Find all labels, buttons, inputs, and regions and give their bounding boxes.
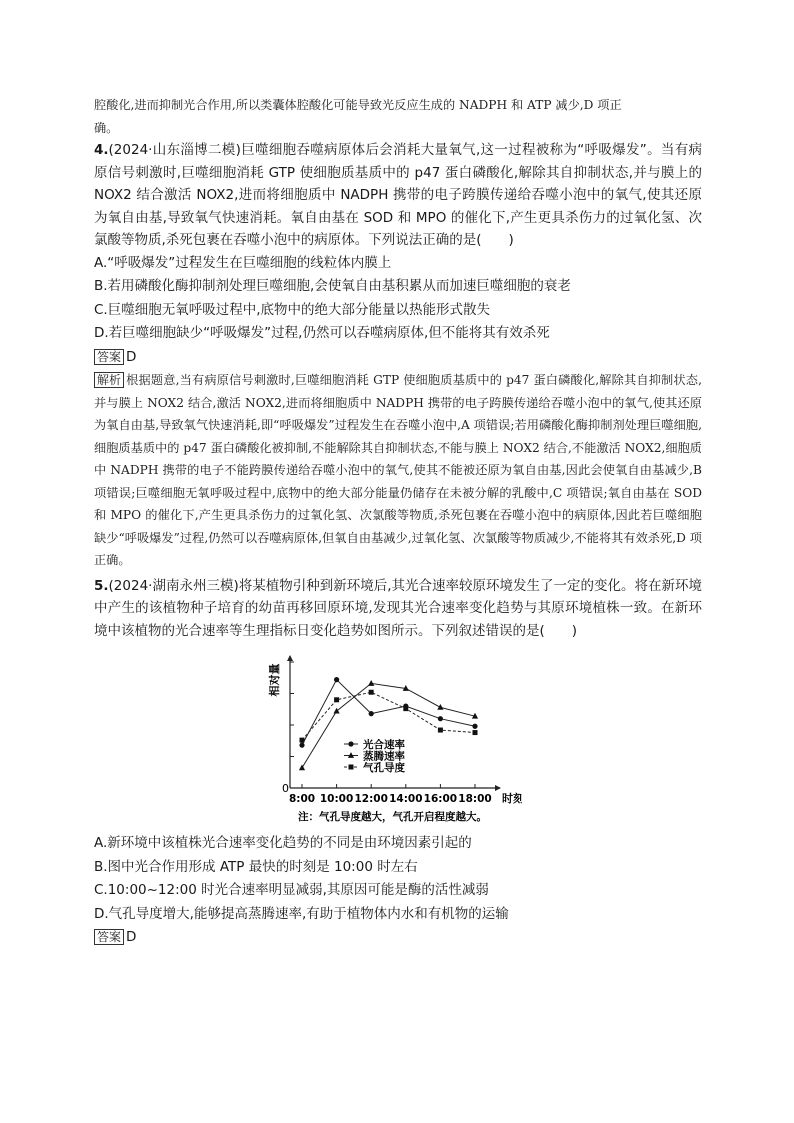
legend-label-triangle: 蒸腾速率 bbox=[363, 750, 405, 763]
question-5-number: 5. bbox=[94, 577, 109, 594]
x-tick-label-18:00: 18:00 bbox=[458, 793, 492, 805]
answer-value: D bbox=[126, 348, 137, 365]
x-axis-label: 时刻 bbox=[502, 792, 522, 805]
circle-point-10:00 bbox=[334, 677, 339, 682]
legend-label-square: 气孔导度 bbox=[363, 762, 405, 774]
y-axis-arrow bbox=[287, 655, 293, 661]
x-tick-label-12:00: 12:00 bbox=[354, 793, 388, 805]
x-tick-label-14:00: 14:00 bbox=[389, 793, 423, 805]
circle-point-12:00 bbox=[369, 711, 374, 716]
square-point-14:00 bbox=[403, 706, 408, 711]
triangle-point-16:00 bbox=[437, 704, 443, 710]
question-4-option-a: A.“呼吸爆发”过程发生在巨噬细胞的线粒体内膜上 bbox=[94, 254, 392, 271]
answer-value: D bbox=[126, 929, 137, 945]
question-5-text: 将某植物引种到新环境后,其光合速率较原环境发生了一定的变化。将在新环境中产生的该植物种子培育的幼苗再移回原环境,发现其光合速率变化趋势与其原环境植株一致。在新环境中该植物的光合速率等生理指标日变化趋势如图所示。下列叙述错误的是( ) bbox=[94, 577, 703, 639]
x-axis-arrow bbox=[495, 785, 501, 791]
y-axis-label: 相对量 bbox=[268, 663, 281, 697]
triangle-point-10:00 bbox=[334, 708, 340, 714]
question-4-analysis bbox=[94, 369, 702, 572]
question-5-answer bbox=[94, 926, 702, 950]
prev-solution-line2: 确。 bbox=[94, 120, 119, 135]
question-4-stem bbox=[94, 139, 702, 252]
question-4-number: 4. bbox=[94, 142, 109, 158]
square-point-10:00 bbox=[334, 697, 339, 702]
square-point-12:00 bbox=[369, 690, 374, 695]
x-tick-label-8:00: 8:00 bbox=[288, 793, 316, 805]
circle-point-16:00 bbox=[438, 716, 443, 721]
question-5-stem bbox=[94, 575, 702, 643]
series-line-circle bbox=[302, 680, 475, 746]
x-tick-label-10:00: 10:00 bbox=[319, 793, 354, 805]
question-5-option-c: C.10:00~12:00 时光合速率明显减弱,其原因可能是酶的活性减弱 bbox=[94, 882, 489, 898]
analysis-label: 解析 bbox=[94, 372, 124, 388]
circle-point-18:00 bbox=[472, 724, 477, 729]
circle-point-8:00 bbox=[299, 743, 304, 748]
line-chart bbox=[262, 648, 522, 828]
square-point-16:00 bbox=[438, 728, 443, 733]
question-4-option-d: D.若巨噬细胞缺少“呼吸爆发”过程,仍然可以吞噬病原体,但不能将其有效杀死 bbox=[94, 325, 550, 341]
legend-marker-square bbox=[349, 765, 354, 770]
x-tick-label-16:00: 16:00 bbox=[423, 793, 458, 805]
question-5-option-d: D.气孔导度增大,能够提高蒸腾速率,有助于植物体内水和有机物的运输 bbox=[94, 905, 509, 922]
chart-svg bbox=[262, 648, 522, 828]
question-4-answer bbox=[94, 346, 702, 370]
chart-note: 注：气孔导度越大，气孔开启程度越大。 bbox=[298, 811, 487, 823]
square-point-8:00 bbox=[300, 738, 305, 743]
answer-label: 答案 bbox=[94, 929, 124, 945]
question-4-source: (2024·山东淄博二模) bbox=[108, 142, 241, 158]
triangle-point-12:00 bbox=[368, 680, 374, 686]
legend-label-circle: 光合速率 bbox=[363, 739, 405, 751]
question-5-option-b: B.图中光合作用形成 ATP 最快的时刻是 10:00 时左右 bbox=[94, 858, 418, 875]
prev-solution-line1: 腔酸化,进而抑制光合作用,所以类囊体腔酸化可能导致光反应生成的 NADPH 和 ATP 减少,D 项正 bbox=[94, 98, 622, 112]
origin-label: 0 bbox=[282, 782, 289, 795]
question-4-option-b: B.若用磷酸化酶抑制剂处理巨噬细胞,会使氧自由基积累从而加速巨噬细胞的衰老 bbox=[94, 278, 571, 294]
series-line-square bbox=[302, 692, 475, 740]
square-point-18:00 bbox=[473, 730, 478, 735]
document-page bbox=[94, 94, 702, 950]
legend-marker-circle bbox=[348, 741, 353, 746]
question-4-option-c: C.巨噬细胞无氧呼吸过程中,底物中的绝大部分能量以热能形式散失 bbox=[94, 301, 491, 318]
answer-label: 答案 bbox=[94, 349, 124, 365]
question-5-option-a: A.新环境中该植株光合速率变化趋势的不同是由环境因素引起的 bbox=[94, 835, 472, 851]
question-5-source: (2024·湖南永州三模) bbox=[108, 577, 239, 594]
triangle-point-8:00 bbox=[299, 764, 305, 770]
question-4-text: 巨噬细胞吞噬病原体后会消耗大量氧气,这一过程被称为“呼吸爆发”。当有病原信号刺激时,巨噬细胞消耗 GTP 使细胞质基质中的 p47 蛋白磷酸化,解除其自抑制状态,并与膜上的 NOX2 结合激活 NOX2,进而将细胞质中 NADPH 携带的电子跨膜传递给吞噬小泡中的氧气,使其还原为氧自由基,导致氧气快速消耗。氧自由基在 SOD 和 MPO 的催化下,产生更具杀伤力的过氧化氢、次氯酸等物质,杀死包裹在吞噬小泡中的病原体。下列说法正确的是( ) bbox=[94, 142, 703, 248]
analysis-text: 根据题意,当有病原信号刺激时,巨噬细胞消耗 GTP 使细胞质基质中的 p47 蛋白磷酸化,解除其自抑制状态,并与膜上 NOX2 结合,激活 NOX2,进而将细胞质中 NADPH 携带的电子跨膜传递给吞噬小泡中的氧气,使其还原为氧自由基,导致氧气快速消耗,即“呼吸爆发”过程发生在吞噬小泡中,A 项错误;若用磷酸化酶抑制剂处理巨噬细胞,细胞质基质中的 p47 蛋白磷酸化被抑制,不能解除其自抑制状态,不能与膜上 NOX2 结合,不能激活 NOX2,细胞质中 NADPH 携带的电子不能跨膜传递给吞噬小泡中的氧气,使其不能被还原为氧自由基,因此会使氧自由基减少,B 项错误;巨噬细胞无氧呼吸过程中,底物中的绝大部分能量仍储存在未被分解的乳酸中,C 项错误;氧自由基在 SOD 和 MPO 的催化下,产生更具杀伤力的过氧化氢、次氯酸等物质,杀死包裹在吞噬小泡中的病原体,因此若巨噬细胞缺少“呼吸爆发”过程,仍然可以吞噬病原体,但氧自由基减少,过氧化氢、次氯酸等物质减少,不能将其有效杀死,D 项正确。 bbox=[94, 373, 702, 567]
